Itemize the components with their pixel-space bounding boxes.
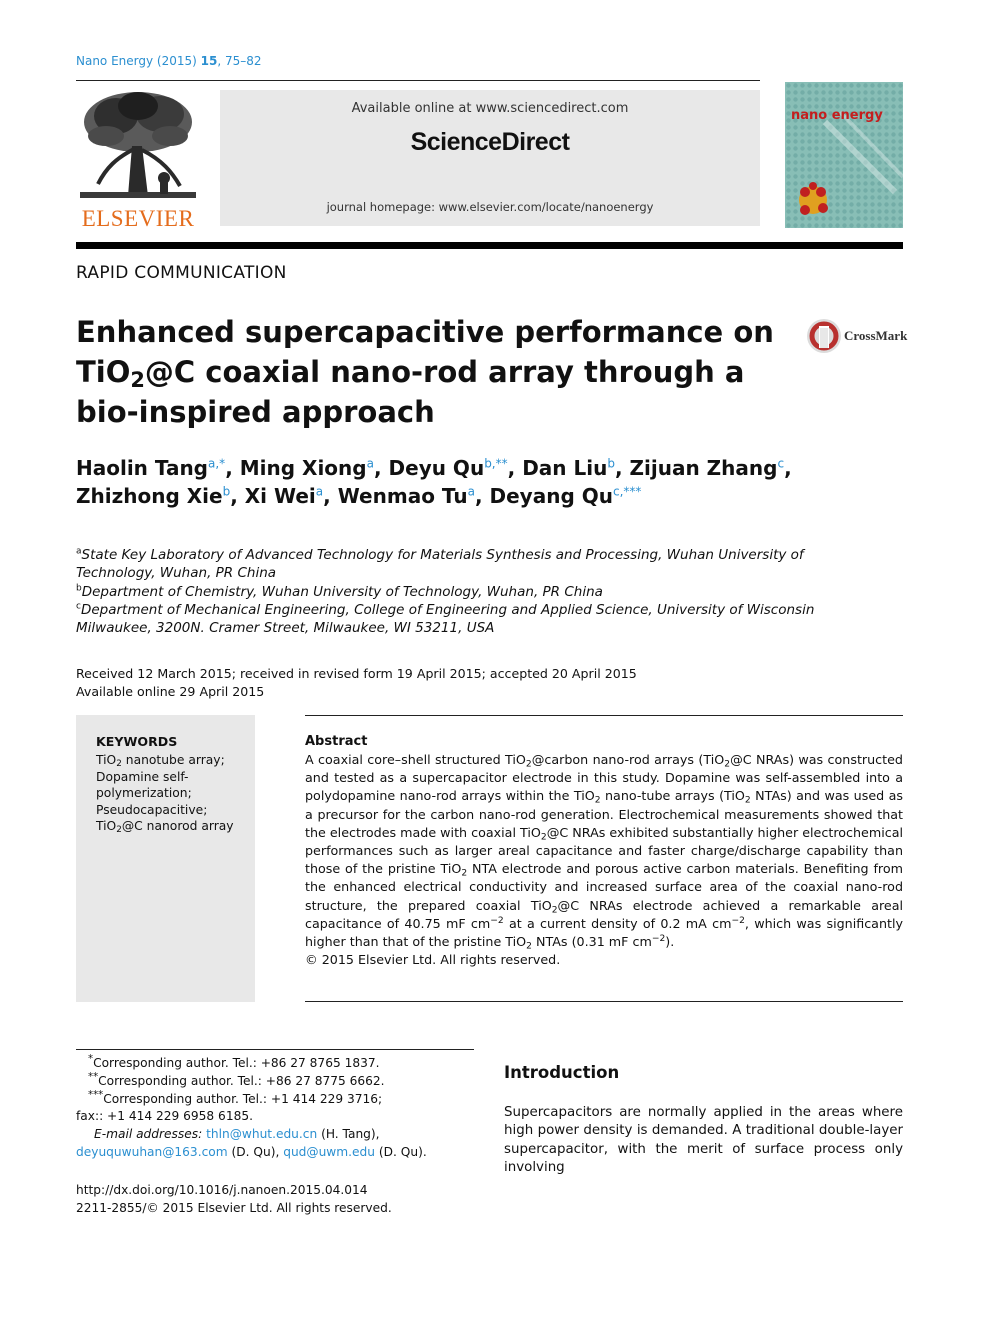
author-2[interactable]: Ming Xiong$^a$ [239, 456, 374, 480]
abstract-segment: 2 [525, 759, 532, 770]
keyword-item: TiO$_2$@C nanorod array [96, 819, 234, 836]
author-9[interactable]: Deyang $Qu^{c,***}$ [489, 484, 642, 508]
abstract-heading: Abstract [305, 734, 368, 749]
abstract-segment: 2 [551, 904, 558, 915]
journal-pages: , 75–82 [217, 54, 262, 68]
abstract-segment: @C NRAs electrode achieved a remarkable areal capacitance of 40.75 mF cm [305, 897, 904, 931]
article-type: RAPID COMMUNICATION [76, 263, 287, 283]
keyword-item: TiO$_2$ nanotube array; [96, 753, 225, 770]
footnote-rule [76, 1049, 474, 1050]
abstract-segment: NTAs (0.31 mF cm [531, 934, 652, 950]
abstract-segment: 2 [724, 759, 731, 770]
available-online-text[interactable]: Available online at www.sciencedirect.com [351, 101, 629, 116]
footnote-fax: fax:: +1 414 229 6958 6185. [76, 1109, 253, 1124]
journal-name: Nano Energy (2015) [76, 54, 197, 68]
crossmark-label: CrossMark [844, 328, 908, 343]
cover-title: nano energy [791, 108, 883, 123]
abstract-copyright: © 2015 Elsevier Ltd. All rights reserved. [305, 952, 561, 967]
header-thick-rule [76, 242, 903, 249]
author-4[interactable]: Dan Liu$^b$ [522, 456, 615, 480]
doi-link[interactable]: http://dx.doi.org/10.1016/j.nanoen.2015.04.014 [76, 1183, 368, 1197]
abstract-segment: ). [665, 934, 675, 950]
abstract-bottom-rule [305, 1001, 903, 1002]
title-part-2: @C coaxial nano-rod array through a bio-inspired approach [76, 355, 745, 429]
email-link-deyu[interactable]: deyuquwuhan@163.com [76, 1144, 228, 1159]
journal-homepage[interactable]: journal homepage: www.elsevier.com/locate/nanoenergy [326, 200, 654, 214]
elsevier-wordmark: ELSEVIER [81, 206, 195, 231]
introduction-text: Supercapacitors are normally applied in the areas where high power density is demanded. A traditional double-layer supercapacitor, with the merit of surface process only involving [504, 1105, 903, 1175]
footnote-corr-2: **Corresponding author. Tel.: +86 27 8775 6662. [88, 1071, 385, 1088]
doi-block [76, 1181, 392, 1217]
abstract-segment: NTAs) and was used as a precursor for the carbon nano-rod generation. Electrochemical measurements showed that the electrodes made with coaxial TiO [305, 788, 904, 840]
abstract-segment: 2 [594, 795, 601, 806]
author-5[interactable]: Zijuan Zhang$^c$ [629, 456, 785, 480]
journal-reference[interactable] [76, 54, 262, 68]
keywords-box [76, 715, 255, 1002]
author-6[interactable]: Zhizhong Xie$^b$ [76, 484, 231, 508]
elsevier-logo [76, 88, 200, 232]
title-subscript: 2 [130, 368, 145, 393]
affiliation-c: $^c$Department of Mechanical Engineering, College of Engineering and Applied Science, University of Wisconsin Milwaukee, 3200N. Cramer Street, Milwaukee, WI 53211, USA [76, 601, 815, 637]
abstract-segment: A coaxial core–shell structured TiO [305, 752, 526, 767]
author-3[interactable]: Deyu $Qu^{b,**}$ [388, 456, 508, 480]
journal-volume: 15 [200, 54, 218, 68]
affiliation-b: $^b$Department of Chemistry, Wuhan University of Technology, Wuhan, PR China [76, 583, 603, 600]
abstract-segment: −2 [490, 915, 504, 926]
abstract-segment: 2 [461, 868, 468, 879]
keyword-item: Dopamine self-polymerization; [96, 769, 192, 800]
abstract-segment: NTA electrode and porous active carbon materials. Benefiting from the enhanced electrical conductivity and increased surface area of the coaxial nano-rod structure, the prepared coaxial TiO [305, 861, 903, 913]
abstract-segment: 2 [744, 795, 751, 806]
crossmark-icon [806, 318, 842, 356]
footnote-corr-3: ***Corresponding author. Tel.: +1 414 229 3716; [88, 1089, 383, 1106]
introduction-heading: Introduction [504, 1063, 620, 1082]
crossmark-badge[interactable] [806, 318, 906, 356]
email-link-deyang[interactable]: qud@uwm.edu [283, 1144, 375, 1159]
abstract-segment: @carbon nano-rod arrays (TiO [531, 752, 725, 767]
affiliations [76, 546, 836, 637]
sciencedirect-logo[interactable]: ScienceDirect [410, 128, 570, 156]
abstract-segment: @C NRAs exhibited substantially higher electrochemical performances such as larger areal capacitance and faster charge/discharge capability than those of the pristine TiO [305, 824, 903, 877]
abstract-segment: −2 [651, 933, 666, 944]
abstract-segment: at a current density of 0.2 mA cm [503, 915, 732, 931]
author-1[interactable]: Haolin Tang$^{a,*}$ [76, 456, 226, 480]
author-8[interactable]: Wenmao Tu$^a$ [337, 484, 475, 508]
keyword-item: Pseudocapacitive; [96, 802, 208, 817]
abstract-segment: −2 [731, 915, 745, 926]
article-dates [76, 665, 836, 701]
journal-cover[interactable] [785, 82, 903, 228]
email-link-tang[interactable]: thln@whut.edu.cn [206, 1127, 318, 1142]
footnote-corr-1: *Corresponding author. Tel.: +86 27 8765 1837. [88, 1053, 380, 1070]
header-rule [76, 80, 760, 81]
abstract-segment: 2 [526, 941, 532, 952]
footnote-emails: E-mail addresses: thln@whut.edu.cn (H. Tang), [94, 1127, 380, 1142]
keywords-list [96, 752, 246, 835]
abstract-segment: , which was significantly higher than that of the pristine TiO [305, 915, 904, 950]
title-part-1: Enhanced supercapacitive performance on TiO [76, 315, 774, 389]
author-7[interactable]: Xi Wei$^a$ [244, 484, 324, 508]
abstract-segment: 2 [540, 832, 547, 843]
author-list: Haolin Tang$^{a,*}$, Ming Xiong$^a$, Deyu $Qu^{b,**}$, Dan Liu$^b$, Zijuan Zhang$^c$, Zhizhong Xie$^b$, Xi Wei$^a$, Wenmao Tu$^a$, Deyang $Qu^{c,***}$ [76, 456, 792, 508]
abstract-segment: @C NRAs) was constructed and tested as a supercapacitor electrode in this study. Dopamine was self-assembled into a polydopamine nano-rod arrays within the TiO [305, 752, 903, 804]
footnotes [76, 1055, 476, 1162]
online-date: Available online 29 April 2015 [76, 684, 265, 699]
abstract-segment: nano-tube arrays (TiO [600, 788, 745, 804]
article-title [76, 312, 776, 432]
affiliation-a: $^a$State Key Laboratory of Advanced Technology for Materials Synthesis and Processing, Wuhan University of Technology, Wuhan, PR China [76, 546, 804, 582]
abstract-top-rule [305, 715, 903, 716]
issn-copyright: 2211-2855/© 2015 Elsevier Ltd. All rights reserved. [76, 1201, 392, 1215]
tree-icon [76, 88, 200, 206]
received-dates: Received 12 March 2015; received in revised form 19 April 2015; accepted 20 April 2015 [76, 666, 637, 681]
sciencedirect-banner [220, 90, 760, 226]
keywords-heading: KEYWORDS [96, 734, 178, 749]
abstract-text [305, 751, 903, 951]
footnote-emails-cont: deyuquwuhan@163.com (D. Qu), qud@uwm.edu (D. Qu). [76, 1144, 427, 1159]
cover-image [785, 82, 903, 228]
